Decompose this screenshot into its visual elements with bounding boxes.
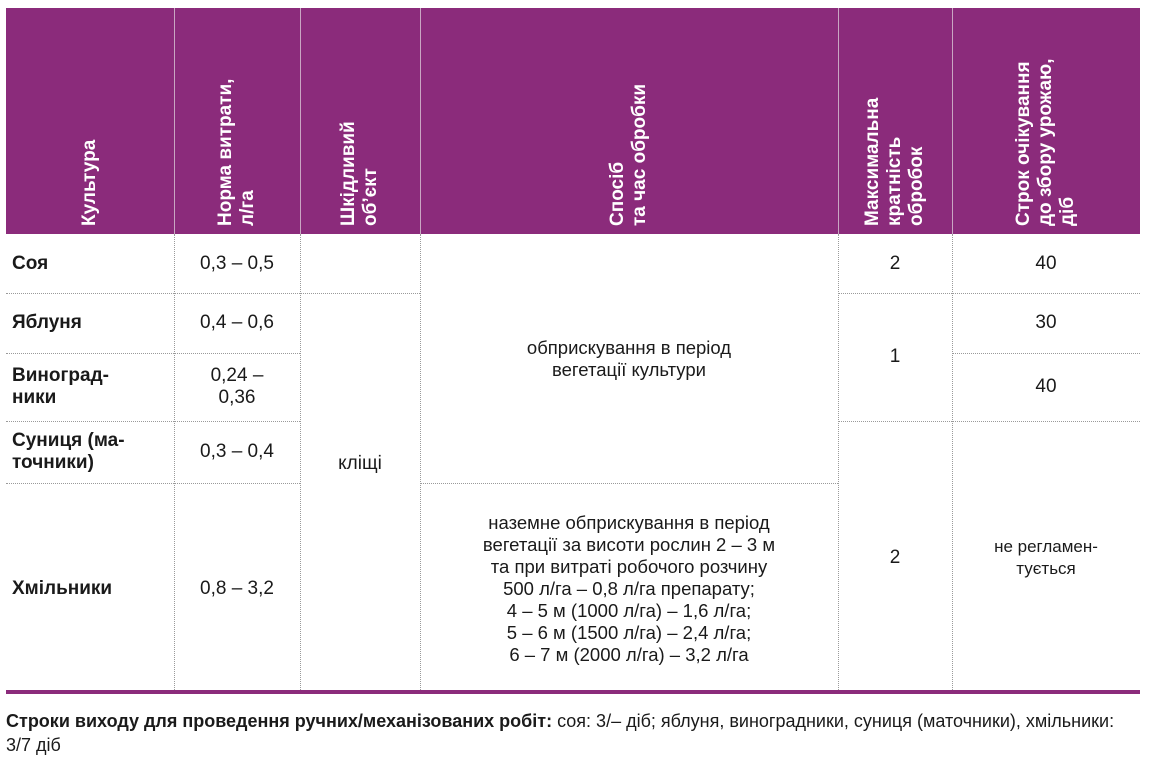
row-culture: Соя [12,252,49,274]
row-rate: 0,8 – 3,2 [200,577,274,599]
footnote [6,709,1141,757]
footnote-text: соя: 3/– діб; яблуня, виноградники, суниця (маточники), хмільники: 3/7 діб [6,711,1115,755]
table-bottom-rule [6,690,1140,694]
row-culture: Хмільники [12,577,113,599]
method-cell: наземне обприскування в період вегетації за висоти рослин 2 – 3 м та при витраті робочого розчину 500 л/га – 0,8 л/га препарату; 4 – 5 м (1000 л/га) – 1,6 л/га; 5 – 6 м (1500 л/га) – 2,4 л/га; 6 – 7 м (2000 л/га) – 3,2 л/га [482,511,776,665]
header-rate [174,8,300,234]
row-rate: 0,4 – 0,6 [200,312,274,333]
max-treatments-cell: 2 [889,546,901,568]
header-pest-label: Шкідливий об’єкт [338,121,381,226]
header-waiting-period [952,8,1140,234]
row-rate: 0,24 – 0,36 [210,365,264,408]
waiting-period-cell: 30 [1035,312,1057,333]
pest-cell: кліщі [338,453,382,474]
row-culture: Суниця (ма- точники) [12,430,125,473]
header-max-treatments [838,8,952,234]
header-pest [300,8,420,234]
header-rate-label: Норма витрати, л/га [215,78,258,226]
header-culture [6,8,174,234]
row-culture: Яблуня [12,312,82,333]
max-treatments-cell: 2 [889,252,901,274]
max-treatments-cell: 1 [889,346,901,367]
header-culture-label: Культура [79,139,100,226]
waiting-period-cell: 40 [1035,252,1057,274]
header-waiting-period-label: Строк очікування до збору урожаю, діб [1013,58,1078,226]
header-max-treatments-label: Максимальна кратність обробок [862,97,927,226]
method-cell: обприскування в період вегетації культури [526,336,732,380]
waiting-period-cell: 40 [1035,376,1057,397]
row-rate: 0,3 – 0,4 [200,441,274,462]
waiting-period-cell: не регламен- тується [994,536,1098,578]
header-method [420,8,838,234]
header-method-label: Спосіб та час обробки [607,83,650,226]
treatment-table [6,8,1140,694]
footnote-bold: Строки виходу для проведення ручних/механізованих робіт: [6,711,553,731]
row-culture: Виноград- ники [12,365,109,408]
row-rate: 0,3 – 0,5 [200,252,274,274]
